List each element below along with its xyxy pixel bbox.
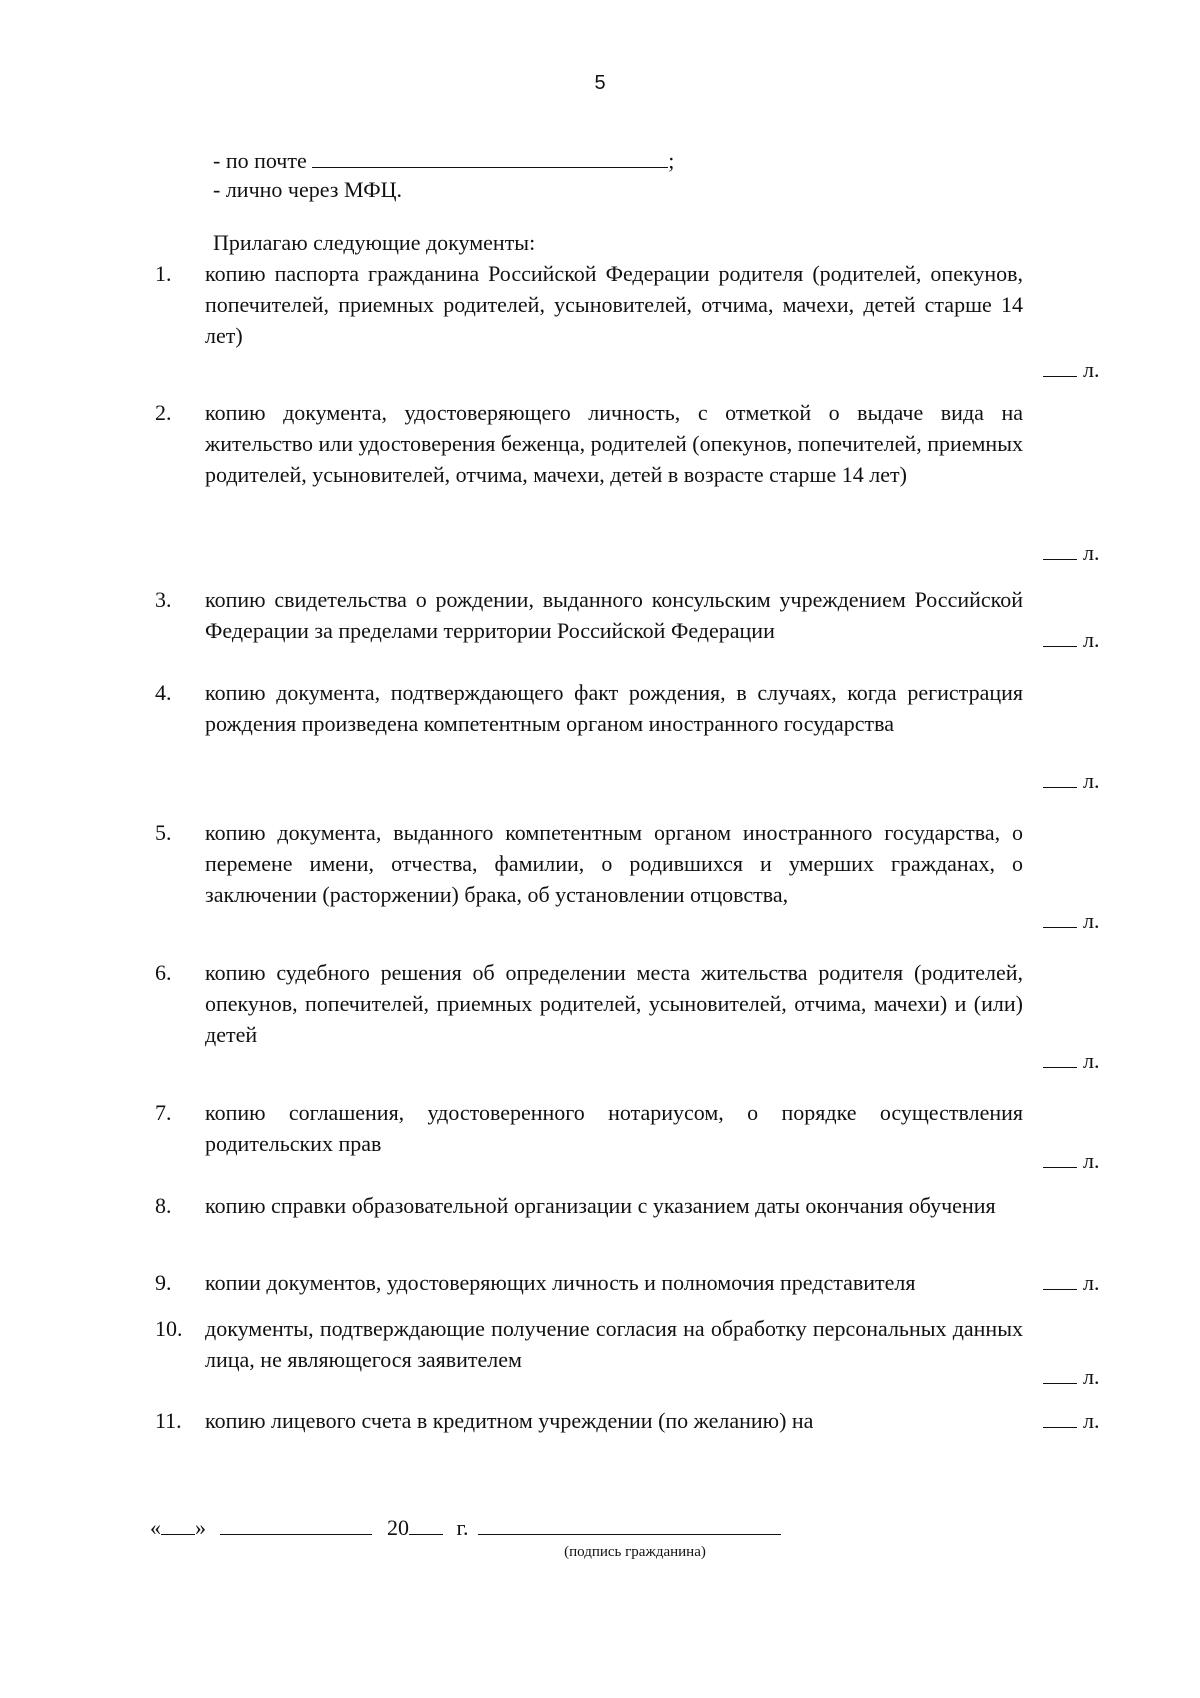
item-text: копию документа, выданного компетентным органом иностранного государства, о перемене имени, отчества, фамилии, о родившихся и умерших гражданах, о заключении (расторжении) брака, об установлении отцовства, [205,820,1023,907]
sheet-count [1043,1145,1099,1176]
sheet-count-blank[interactable] [1043,358,1077,377]
year-prefix: 20 [387,1515,409,1540]
sheet-unit: л. [1083,908,1100,933]
sheet-unit: л. [1083,1270,1100,1295]
sheet-count-blank[interactable] [1043,1049,1077,1068]
sheet-count-blank[interactable] [1043,1409,1077,1428]
sheet-count [1043,1045,1099,1076]
sheet-count-blank[interactable] [1043,1149,1077,1168]
item-text: документы, подтверждающие получение согласия на обработку персональных данных лица, не являющегося заявителем [205,1316,1023,1372]
item-number: 2. [155,400,172,425]
signature-caption: (подпись гражданина) [564,1544,706,1560]
sheet-count-blank[interactable] [1043,1271,1077,1290]
delivery-by-mail-end: ; [668,148,675,173]
item-number: 1. [155,261,172,286]
item-number: 3. [155,587,172,612]
sheet-unit: л. [1083,1408,1100,1433]
attachments-intro: Прилагаю следующие документы: [213,230,536,255]
item-number: 10. [155,1316,183,1341]
sheet-count-blank[interactable] [1043,541,1077,560]
month-blank[interactable] [220,1514,372,1535]
sheet-count [1043,905,1099,936]
item-text: копию лицевого счета в кредитном учреждении (по желанию) на [205,1408,814,1433]
item-text: копию свидетельства о рождении, выданного консульским учреждением Российской Федерации за пределами территории Российской Федерации [205,587,1023,643]
date-signature-line [150,1513,781,1543]
item-number: 9. [155,1270,172,1295]
delivery-by-mail [213,146,674,176]
sheet-count-blank[interactable] [1043,769,1077,788]
item-text: копию документа, удостоверяющего личность, с отметкой о выдаче вида на жительство или удостоверения беженца, родителей (опекунов, попечителей, приемных родителей, усыновителей, отчима, мачехи, детей в возрасте старше 14 лет) [205,400,1023,487]
year-blank[interactable] [409,1514,443,1535]
item-text: копию соглашения, удостоверенного нотариусом, о порядке осуществления родительских прав [205,1100,1023,1156]
item-number: 4. [155,680,172,705]
delivery-in-person: - лично через МФЦ. [213,177,403,202]
item-number: 6. [155,960,172,985]
item-text: копию паспорта гражданина Российской Федерации родителя (родителей, опекунов, попечителей, приемных родителей, усыновителей, отчима, мачехи, детей старше 14 лет) [205,261,1023,348]
year-suffix: г. [456,1515,469,1540]
item-text: копию судебного решения об определении места жительства родителя (родителей, опекунов, попечителей, приемных родителей, усыновителей, отчима, мачехи) и (или) детей [205,960,1023,1047]
item-text: копии документов, удостоверяющих личность и полномочия представителя [205,1270,916,1295]
sheet-unit: л. [1083,1148,1100,1173]
sheet-count [1043,765,1099,796]
sheet-unit: л. [1083,1048,1100,1073]
page-number: 5 [594,72,606,94]
quote-open: « [150,1515,161,1540]
sheet-count-blank[interactable] [1043,909,1077,928]
delivery-by-mail-blank[interactable] [312,147,668,168]
sheet-unit: л. [1083,357,1100,382]
item-number: 11. [155,1408,182,1433]
sheet-count [1043,1361,1099,1392]
item-text: копию справки образовательной организации с указанием даты окончания обучения [205,1193,996,1218]
sheet-count [1043,624,1099,655]
item-number: 7. [155,1100,172,1125]
sheet-count-blank[interactable] [1043,628,1077,647]
sheet-count [1043,1267,1099,1298]
quote-close: » [195,1515,206,1540]
sheet-unit: л. [1083,627,1100,652]
item-number: 5. [155,820,172,845]
day-blank[interactable] [161,1514,195,1535]
sheet-count-blank[interactable] [1043,1365,1077,1384]
sheet-unit: л. [1083,540,1100,565]
sheet-unit: л. [1083,768,1100,793]
signature-blank[interactable] [478,1514,781,1535]
delivery-by-mail-label: - по почте [213,148,307,173]
item-number: 8. [155,1193,172,1218]
sheet-unit: л. [1083,1364,1100,1389]
sheet-count [1043,1405,1099,1436]
sheet-count [1043,354,1099,385]
sheet-count [1043,537,1099,568]
item-text: копию документа, подтверждающего факт рождения, в случаях, когда регистрация рождения произведена компетентным органом иностранного государства [205,680,1023,736]
